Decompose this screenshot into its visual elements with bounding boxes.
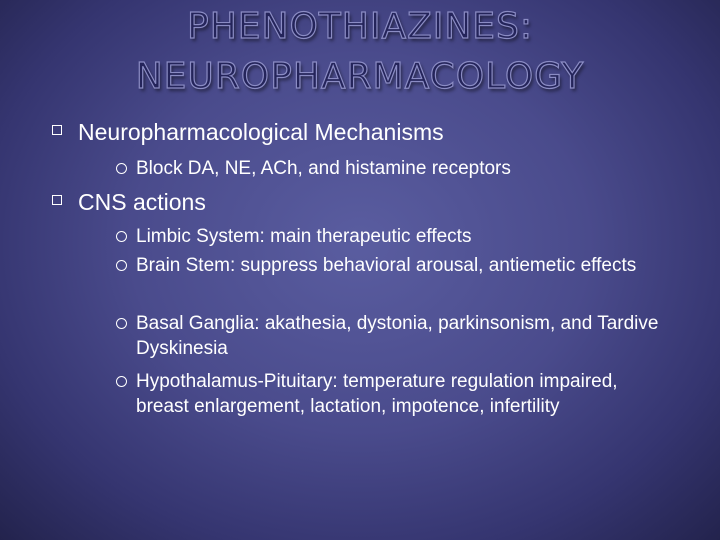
bullet-section-mechanisms: [78, 118, 444, 146]
sub-bullet-item: [136, 369, 656, 419]
section-heading: Neuropharmacological Mechanisms: [78, 119, 444, 145]
square-bullet-icon: [52, 195, 62, 205]
circle-bullet-icon: [116, 260, 127, 271]
circle-bullet-icon: [116, 163, 127, 174]
sub-bullet-item: [136, 253, 656, 278]
sub-bullet-text: Block DA, NE, ACh, and histamine receptors: [136, 158, 511, 179]
sub-bullet-item: [136, 156, 696, 181]
sub-bullet-text: Limbic System: main therapeutic effects: [136, 226, 472, 247]
sub-bullet-item: [136, 224, 696, 249]
bullet-section-cns-actions: [78, 188, 206, 216]
sub-bullet-text: Basal Ganglia: akathesia, dystonia, parkinsonism, and Tardive Dyskinesia: [136, 313, 659, 359]
slide-title: [0, 2, 720, 102]
sub-bullet-text: Brain Stem: suppress behavioral arousal, antiemetic effects: [136, 255, 637, 276]
sub-bullet-text: Hypothalamus-Pituitary: temperature regulation impaired, breast enlargement, lactation, impotence, infertility: [136, 371, 618, 417]
section-heading: CNS actions: [78, 189, 206, 215]
slide-title-line-1: PHENOTHIAZINES:: [186, 6, 534, 47]
square-bullet-icon: [52, 125, 62, 135]
circle-bullet-icon: [116, 376, 127, 387]
slide-title-line-2: NEUROPHARMACOLOGY: [135, 56, 585, 97]
sub-bullet-item: [136, 311, 696, 361]
circle-bullet-icon: [116, 318, 127, 329]
circle-bullet-icon: [116, 231, 127, 242]
